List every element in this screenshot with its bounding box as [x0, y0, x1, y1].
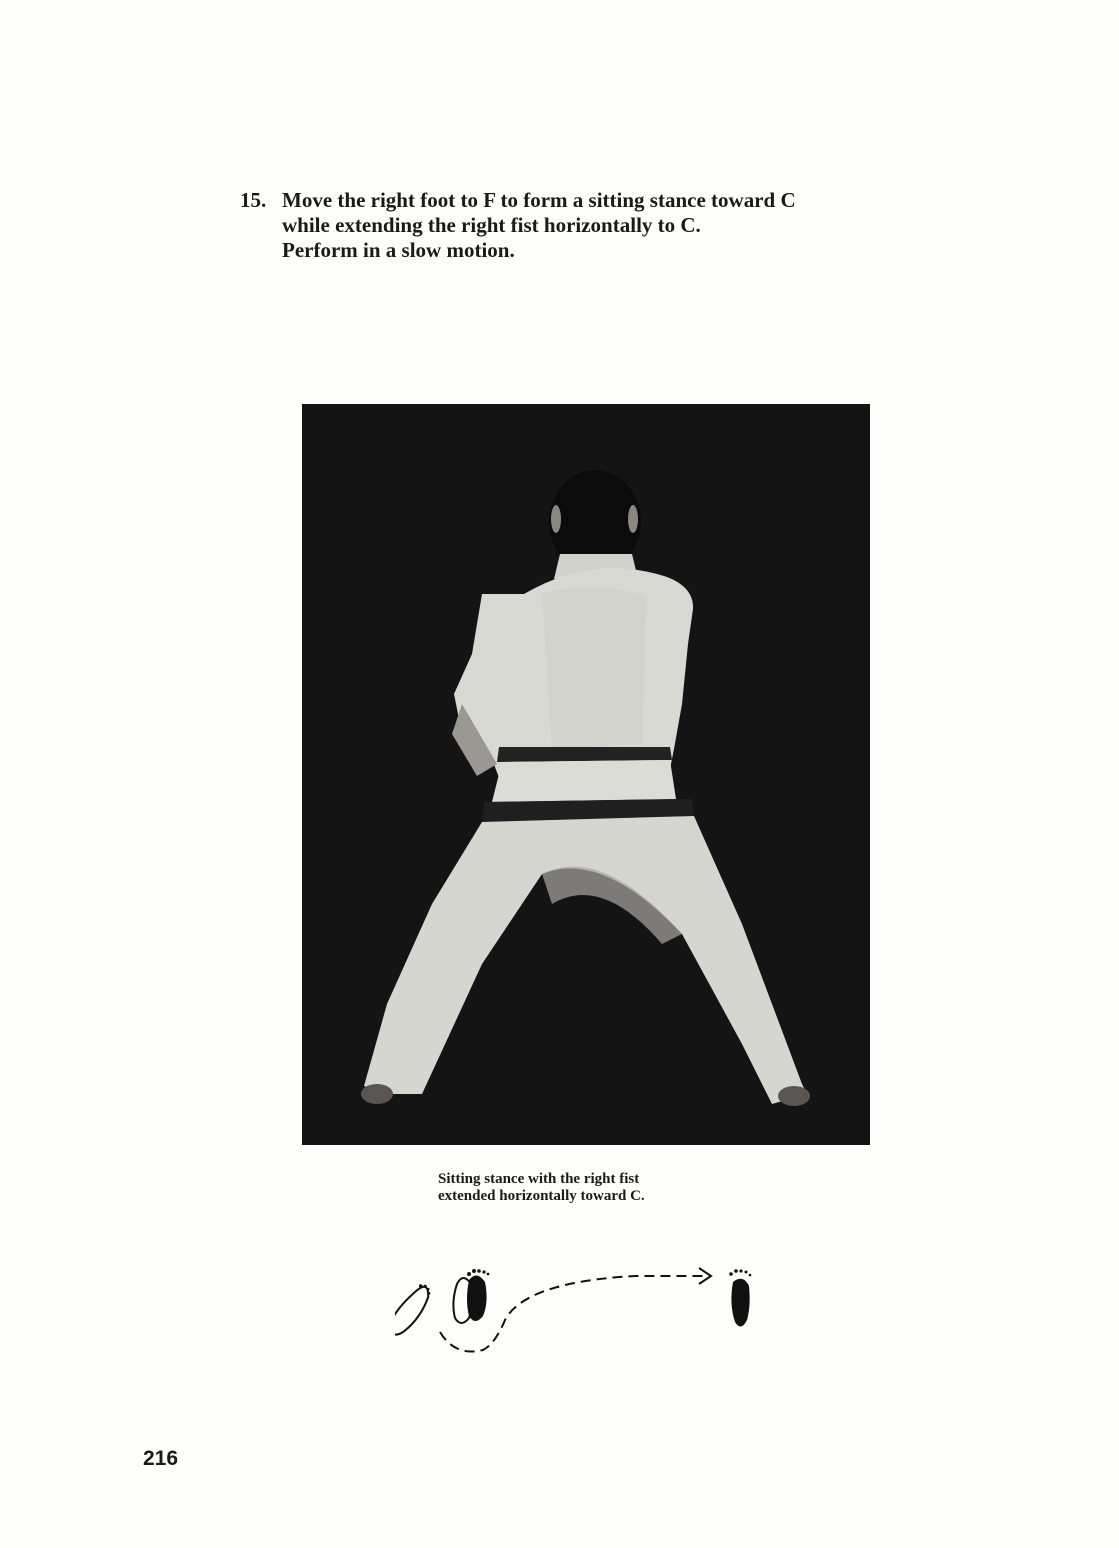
photo-caption: [438, 1171, 798, 1205]
step-number: 15.: [240, 188, 267, 212]
footprint-diagram-icon: [395, 1262, 770, 1367]
stance-photo-figure: [302, 404, 870, 1145]
instruction-line-2: while extending the right fist horizontally to C.: [282, 213, 701, 237]
instruction-line-1: 15. Move the right foot to F to form a sitting stance toward C: [240, 188, 796, 212]
instruction-line-3: Perform in a slow motion.: [282, 238, 515, 262]
caption-line-1: Sitting stance with the right fist: [438, 1171, 640, 1187]
stance-photo: [302, 404, 870, 1145]
footwork-diagram: [395, 1262, 770, 1367]
page-number: 216: [143, 1447, 179, 1470]
instruction-text: [240, 188, 960, 263]
caption-line-2: extended horizontally toward C.: [438, 1188, 645, 1204]
